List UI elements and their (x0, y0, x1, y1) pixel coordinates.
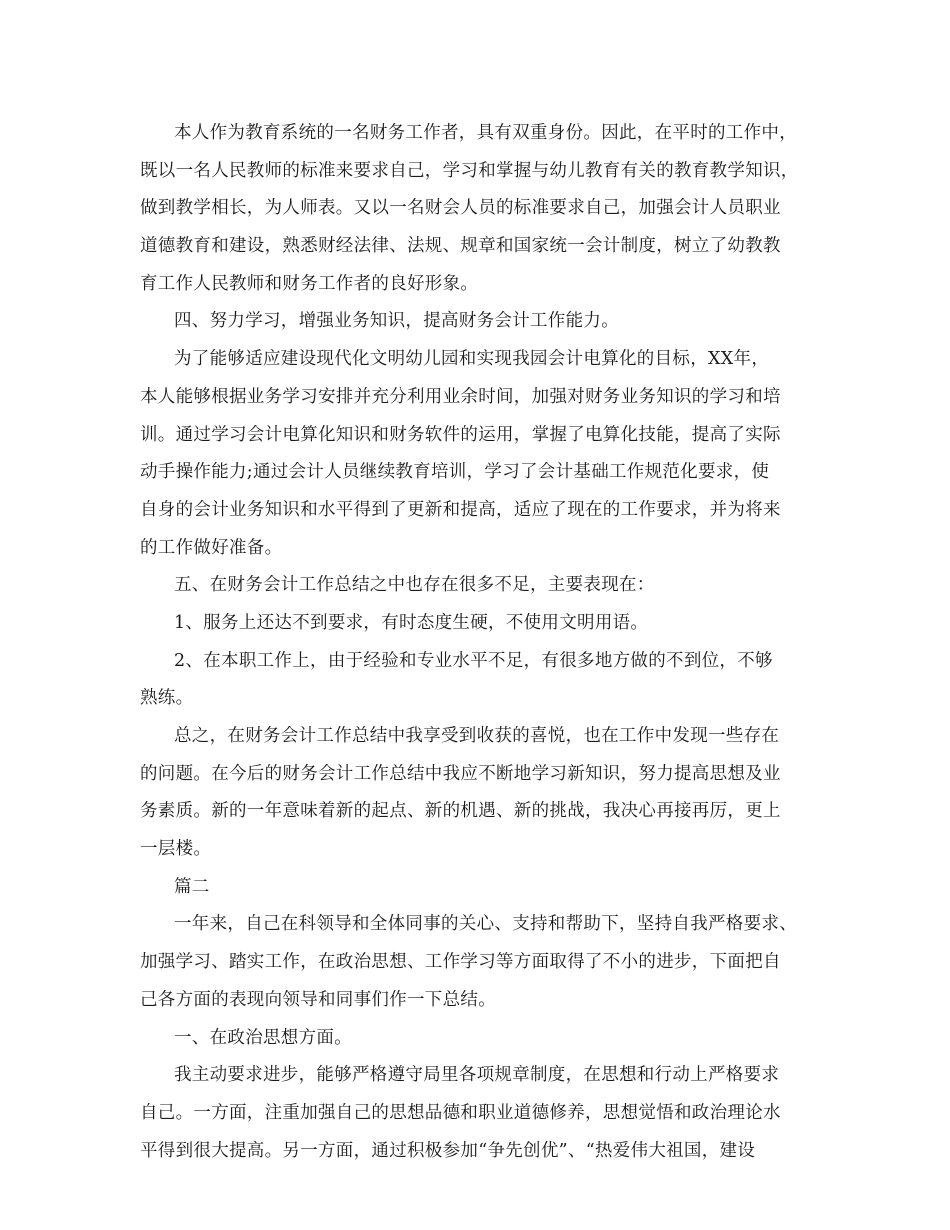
document-body (140, 115, 820, 1170)
text-line: 2、在本职工作上，由于经验和专业水平不足，有很多地方做的不到位，不够 (174, 650, 773, 671)
text-line: 一层楼。 (140, 839, 212, 860)
text-line: 本人能够根据业务学习安排并充分利用业余时间，加强对财务业务知识的学习和培 (140, 386, 781, 407)
text-line: 做到教学相长，为人师表。又以一名财会人员的标准要求自己，加强会计人员职业 (140, 198, 781, 219)
text-line: 平得到很大提高。另一方面，通过积极参加“争先创优”、“热爱伟大祖国，建设 (140, 1140, 756, 1161)
text-line: 育工作人民教师和财务工作者的良好形象。 (140, 273, 479, 294)
text-line: 训。通过学习会计电算化知识和财务软件的运用，掌握了电算化技能，提高了实际 (140, 424, 781, 445)
text-line: 道德教育和建设，熟悉财经法律、法规、规章和国家统一会计制度，树立了幼教教 (140, 236, 781, 257)
text-line: 的工作做好准备。 (140, 537, 283, 558)
text-line: 的问题。在今后的财务会计工作总结中我应不断地学习新知识，努力提高思想及业 (140, 763, 781, 784)
text-line: 熟练。 (140, 688, 194, 709)
text-line: 务素质。新的一年意味着新的起点、新的机遇、新的挑战，我决心再接再厉，更上 (140, 801, 781, 822)
text-line: 一、在政治思想方面。 (174, 1027, 352, 1048)
text-line: 我主动要求进步，能够严格遵守局里各项规章制度，在思想和行动上严格要求 (174, 1065, 780, 1086)
text-line: 自身的会计业务知识和水平得到了更新和提高，适应了现在的工作要求，并为将来 (140, 499, 781, 520)
text-line: 为了能够适应建设现代化文明幼儿园和实现我园会计电算化的目标，XX年， (174, 349, 770, 370)
text-line: 四、努力学习，增强业务知识，提高财务会计工作能力。 (174, 311, 619, 332)
text-line: 总之，在财务会计工作总结中我享受到收获的喜悦，也在工作中发现一些存在 (174, 726, 780, 746)
text-line: 己各方面的表现向领导和同事们作一下总结。 (140, 989, 496, 1010)
text-line: 篇二 (174, 876, 210, 897)
text-line: 既以一名人民教师的标准来要求自己，学习和掌握与幼儿教育有关的教育教学知识， (140, 160, 799, 181)
text-line: 1、服务上还达不到要求，有时态度生硬，不使用文明用语。 (174, 612, 649, 633)
text-line: 加强学习、踏实工作，在政治思想、工作学习等方面取得了不小的进步，下面把自 (140, 952, 781, 973)
text-line: 五、在财务会计工作总结之中也存在很多不足，主要表现在： (174, 575, 655, 596)
text-line: 自己。一方面，注重加强自己的思想品德和职业道德修养，思想觉悟和政治理论水 (140, 1102, 781, 1123)
text-line: 本人作为教育系统的一名财务工作者，具有双重身份。因此，在平时的工作中， (174, 123, 797, 143)
text-line: 一年来，自己在科领导和全体同事的关心、支持和帮助下，坚持自我严格要求、 (174, 914, 797, 935)
text-line: 动手操作能力;通过会计人员继续教育培训，学习了会计基础工作规范化要求，使 (140, 462, 770, 483)
